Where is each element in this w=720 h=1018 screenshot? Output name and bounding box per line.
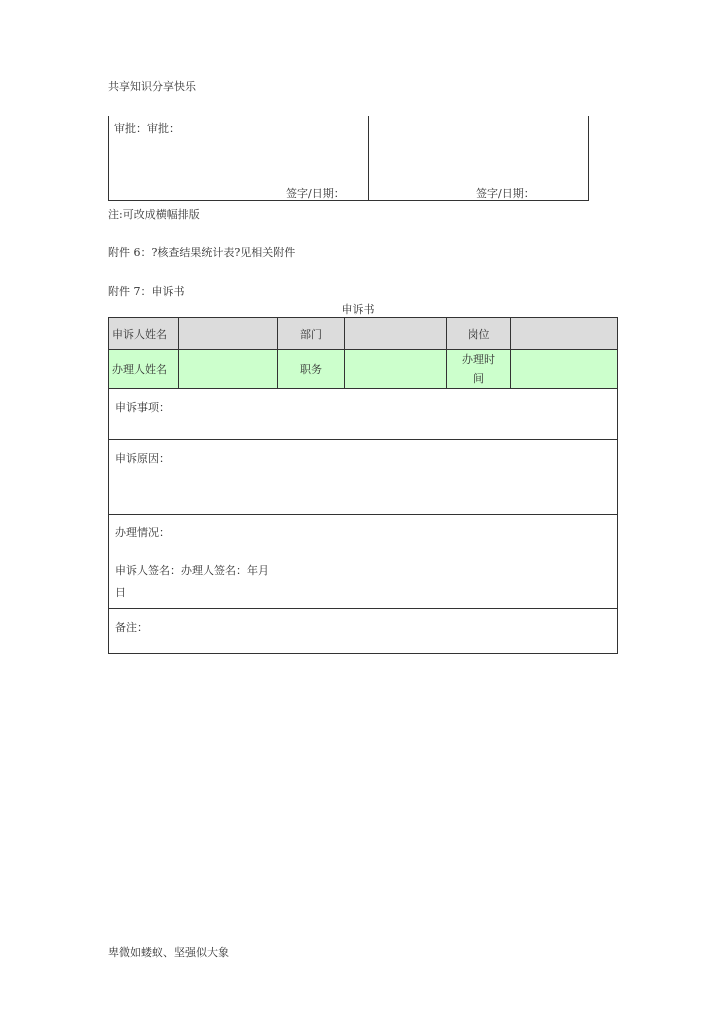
handling-status-field[interactable] [109, 515, 618, 609]
appeal-reason-field[interactable]: 申诉原因： [109, 440, 618, 515]
layout-note: 注:可改成横幅排版 [108, 208, 200, 221]
attachment-6-label: 附件 6：?核查结果统计表?见相关附件 [108, 246, 296, 259]
handling-time-value[interactable] [511, 350, 618, 389]
table-row [109, 440, 618, 515]
approval-sign-left: 签字/日期： [286, 187, 345, 200]
appeal-form-table [108, 317, 618, 654]
approval-divider [368, 116, 369, 201]
handling-time-label [447, 350, 511, 389]
spacer [115, 540, 617, 562]
job-title-label: 职务 [278, 350, 345, 389]
signatures-line1: 申诉人签名：办理人签名：年月 [115, 564, 269, 577]
table-row [109, 609, 618, 654]
department-value[interactable] [345, 318, 447, 350]
signatures-line2: 日 [115, 586, 126, 599]
job-title-value[interactable] [345, 350, 447, 389]
appeal-matter-field[interactable]: 申诉事项： [109, 389, 618, 440]
handling-time-label-line2: 间 [473, 372, 484, 385]
table-row [109, 350, 618, 389]
table-row [109, 318, 618, 350]
approval-left-border [108, 116, 109, 201]
table-row [109, 389, 618, 440]
position-label: 岗位 [447, 318, 511, 350]
page-header: 共享知识分享快乐 [108, 80, 196, 93]
appellant-name-label: 申诉人姓名 [109, 318, 179, 350]
position-value[interactable] [511, 318, 618, 350]
approval-label: 审批：审批： [114, 122, 180, 135]
handler-name-label: 办理人姓名 [109, 350, 179, 389]
appellant-name-value[interactable] [179, 318, 278, 350]
handler-name-value[interactable] [179, 350, 278, 389]
remarks-field[interactable]: 备注： [109, 609, 618, 654]
page-footer: 卑微如蝼蚁、坚强似大象 [108, 946, 229, 959]
handling-time-label-line1: 办理时 [462, 353, 495, 366]
department-label: 部门 [278, 318, 345, 350]
approval-box [108, 116, 588, 200]
approval-sign-right: 签字/日期： [476, 187, 535, 200]
approval-right-border [588, 116, 589, 201]
table-row [109, 515, 618, 609]
form-title: 申诉书 [341, 303, 375, 316]
handling-status-label: 办理情况： [115, 526, 170, 539]
attachment-7-label: 附件 7：申诉书 [108, 285, 185, 298]
